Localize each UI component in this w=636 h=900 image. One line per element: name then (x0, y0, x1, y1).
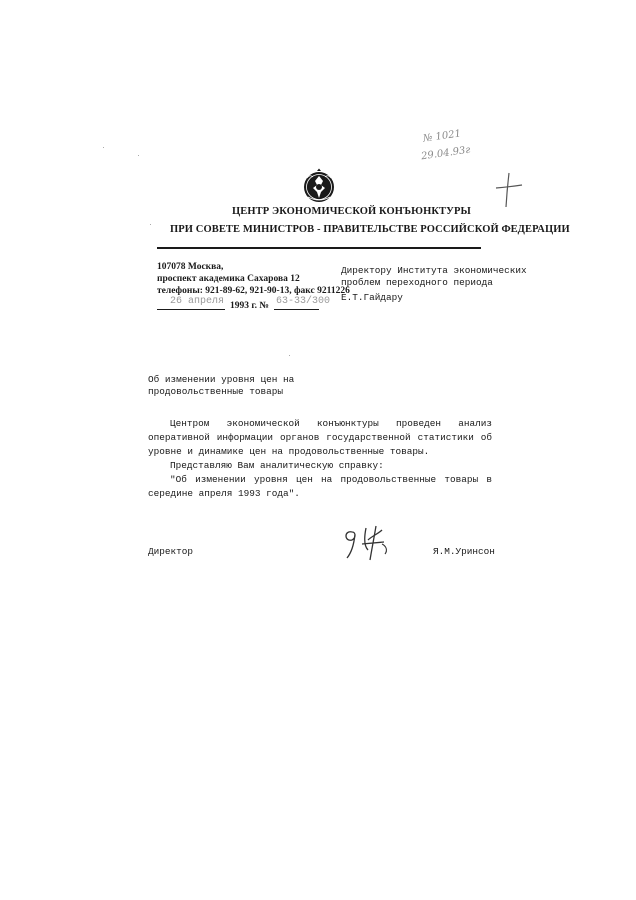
organization-name-line2: ПРИ СОВЕТЕ МИНИСТРОВ - ПРАВИТЕЛЬСТВЕ РОССИЙСКОЙ ФЕДЕРАЦИИ (170, 224, 570, 235)
year-number-label: 1993 г. № (230, 301, 269, 311)
body-word: анализ (458, 418, 492, 429)
body-word: Центром (170, 418, 210, 429)
scan-speck (289, 355, 290, 356)
body-paragraph2: Представляю Вам аналитическую справку: (170, 460, 384, 471)
addressee-name: Е.Т.Гайдару (341, 292, 403, 303)
number-field-line (274, 309, 319, 310)
address-phones: телефоны: 921-89-62, 921-90-13, факс 9211226 (157, 286, 350, 296)
signatory-name: Я.М.Уринсон (433, 546, 495, 557)
letterhead-rule (157, 247, 481, 249)
body-paragraph3-line2: середине апреля 1993 года". (148, 488, 300, 499)
signatory-title: Директор (148, 546, 194, 557)
date-field-line (157, 309, 225, 310)
addressee-line1: Директору Института экономических (341, 265, 527, 276)
addressee-line2: проблем переходного периода (341, 277, 493, 288)
handwritten-signature (338, 520, 398, 566)
organization-name-line1: ЦЕНТР ЭКОНОМИЧЕСКОЙ КОНЪЮНКТУРЫ (232, 206, 471, 217)
address-city: 107078 Москва, (157, 262, 224, 272)
subject-line1: Об изменении уровня цен на (148, 374, 295, 385)
registration-number-handwritten: № 1021 (422, 128, 462, 145)
coat-of-arms-emblem (301, 168, 337, 206)
registration-date-handwritten: 29.04.93г (420, 144, 472, 163)
body-paragraph1-line2: оперативной информации органов государственной статистики об (148, 432, 492, 443)
body-paragraph3-line1: "Об изменении уровня цен на продовольственные товары в (170, 474, 492, 485)
subject-line2: продовольственные товары (148, 386, 284, 397)
scan-speck (150, 224, 151, 225)
body-word: конъюнктуры (316, 418, 379, 429)
scan-speck (103, 147, 104, 148)
scan-speck (138, 155, 139, 156)
address-street: проспект академика Сахарова 12 (157, 274, 300, 284)
body-paragraph1-line1 (170, 417, 492, 431)
body-word: экономической (226, 418, 300, 429)
body-paragraph1-line3: уровне и динамике цен на продовольственные товары. (148, 446, 430, 457)
letter-date: 26 апреля (170, 296, 225, 307)
handwritten-mark-icon (494, 170, 524, 210)
letter-number: 63-33/300 (276, 296, 331, 307)
body-word: проведен (395, 418, 441, 429)
